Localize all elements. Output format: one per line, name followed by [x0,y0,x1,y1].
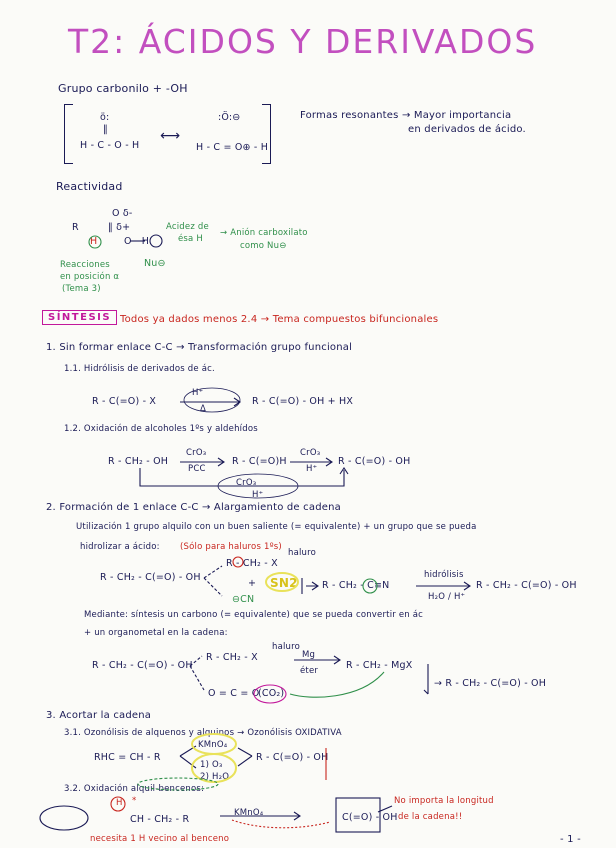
s2-text1: Utilización 1 grupo alquilo con un buen saliente (= equivalente) + un grupo que se pueda [76,522,477,532]
r12-a: R - CH₂ - OH [108,456,169,467]
s1-sub11: 1.1. Hidrólisis de derivados de ác. [64,364,215,374]
left-bracket [64,104,73,164]
res1-structure: H - C - O - H [80,140,140,151]
s2-text2: hidrolizar a ácido: [80,542,160,552]
rx-halide: R - CH₂ - X [226,558,278,569]
r12-direct-top: CrO₃ [236,478,257,488]
anion-line1: → Anión carboxilato [220,228,308,238]
rx-hidrolisis: hidrólisis [424,570,464,580]
acidez-line1: Acidez de [166,222,209,232]
r11-left: R - C(=O) - X [92,396,157,407]
rx-haluro: haluro [288,548,317,558]
r12-ox1-top: CrO₃ [186,448,207,458]
resonance-arrow: ⟷ [160,128,181,144]
s2-text3: Mediante: síntesis un carbono (= equivalente) que se pueda convertir en ác [84,610,424,620]
om-co2-b: (CO₂) [258,688,285,699]
r32-star: * [132,796,137,806]
react-r: R [72,222,79,233]
r31-h2o2: 2) H₂O [200,772,230,782]
rx-nitrile: R - CH₂ - C≡N [322,580,390,591]
rx-sn2: SN2 [270,576,298,590]
formas-note-line1: Formas resonantes → Mayor importancia [300,110,512,121]
r31-left: RHC = CH - R [94,752,161,763]
sintesis-text: Todos ya dados menos 2.4 → Tema compuestos bifuncionales [120,314,439,325]
r12-direct-bottom: H⁺ [252,490,264,500]
grupo-heading: Grupo carbonilo + -OH [58,82,188,95]
reacciones-line3: (Tema 3) [62,284,101,294]
s1-heading: 1. Sin formar enlace C-C → Transformación grupo funcional [46,342,353,353]
s3-sub31: 3.1. Ozonólisis de alquenos y alquinos → Ozonólisis OXIDATIVA [64,728,342,738]
reacciones-line1: Reacciones [60,260,110,270]
r32-product: C(=O) - OH [342,812,398,823]
r32-note2: de la cadena!! [398,812,463,822]
r12-ox1-bottom: PCC [188,464,206,474]
rx-plus: + [248,578,257,589]
acidez-line2: ésa H [178,234,203,244]
res1-oxygen: ö: [100,112,110,123]
react-nu: Nu⊖ [144,258,166,269]
s1-sub12: 1.2. Oxidación de alcoholes 1ºs y aldehídos [64,424,258,434]
page-number: - 1 - [560,834,581,845]
r12-c: R - C(=O) - OH [338,456,411,467]
reactividad-heading: Reactividad [56,180,123,193]
om-start: R - CH₂ - C(=O) - OH [92,660,193,671]
react-o-h: O - H [124,236,150,247]
react-o-delta: O δ- [112,208,133,219]
sintesis-label: SÍNTESIS [42,310,117,325]
s3-sub32: 3.2. Oxidación alquil-bencenos: [64,784,205,794]
res2-oxygen: :Ö:⊖ [218,112,241,123]
s2-text4: + un organometal en la cadena: [84,628,228,638]
om-mg-bottom: éter [300,666,319,676]
rx-h2o: H₂O / H⁺ [428,592,466,602]
r12-ox2-top: CrO₃ [300,448,321,458]
res2-structure: H - C = O⊕ - H [196,142,269,153]
page-title: T2: ÁCIDOS Y DERIVADOS [68,22,538,61]
om-haluro: haluro [272,642,301,652]
r11-arrow-bottom: Δ [200,404,207,414]
s2-heading: 2. Formación de 1 enlace C-C → Alargamiento de cadena [46,502,341,513]
s2-text2-red: (Sólo para haluros 1ºs) [180,542,282,552]
r32-chain: CH - CH₂ - R [130,814,190,825]
r31-kmno4: KMnO₄ [198,740,228,750]
formas-note-line2: en derivados de ácido. [408,124,526,135]
res1-double-bond: ‖ [103,124,108,135]
r32-note1: No importa la longitud [394,796,494,806]
reacciones-line2: en posición α [60,272,120,282]
r11-right: R - C(=O) - OH + HX [252,396,354,407]
r32-kmno4: KMnO₄ [234,808,264,818]
r32-h: H [116,798,123,808]
r12-b: R - C(=O)H [232,456,287,467]
s3-heading: 3. Acortar la cadena [46,710,152,721]
r12-ox2-bottom: H⁺ [306,464,318,474]
react-alpha-h: H [90,236,98,247]
right-bracket [262,104,271,164]
r11-arrow-top: H⁺ [192,388,204,398]
om-grignard: R - CH₂ - MgX [346,660,413,671]
om-mg-top: Mg [302,650,316,660]
r32-bottom: necesita 1 H vecino al benceno [90,834,230,844]
om-halide: R - CH₂ - X [206,652,258,663]
rx-product: R - CH₂ - C(=O) - OH [476,580,577,591]
anion-line2: como Nu⊖ [240,241,287,251]
react-c-delta: ‖ δ+ [108,222,131,233]
om-product: → R - CH₂ - C(=O) - OH [434,678,547,689]
r31-o3: 1) O₃ [200,760,223,770]
rx-start: R - CH₂ - C(=O) - OH [100,572,201,583]
rx-cn: ⊖CN [232,594,255,605]
r31-right: R - C(=O) - OH [256,752,329,763]
om-co2-a: O = C = O [208,688,260,699]
